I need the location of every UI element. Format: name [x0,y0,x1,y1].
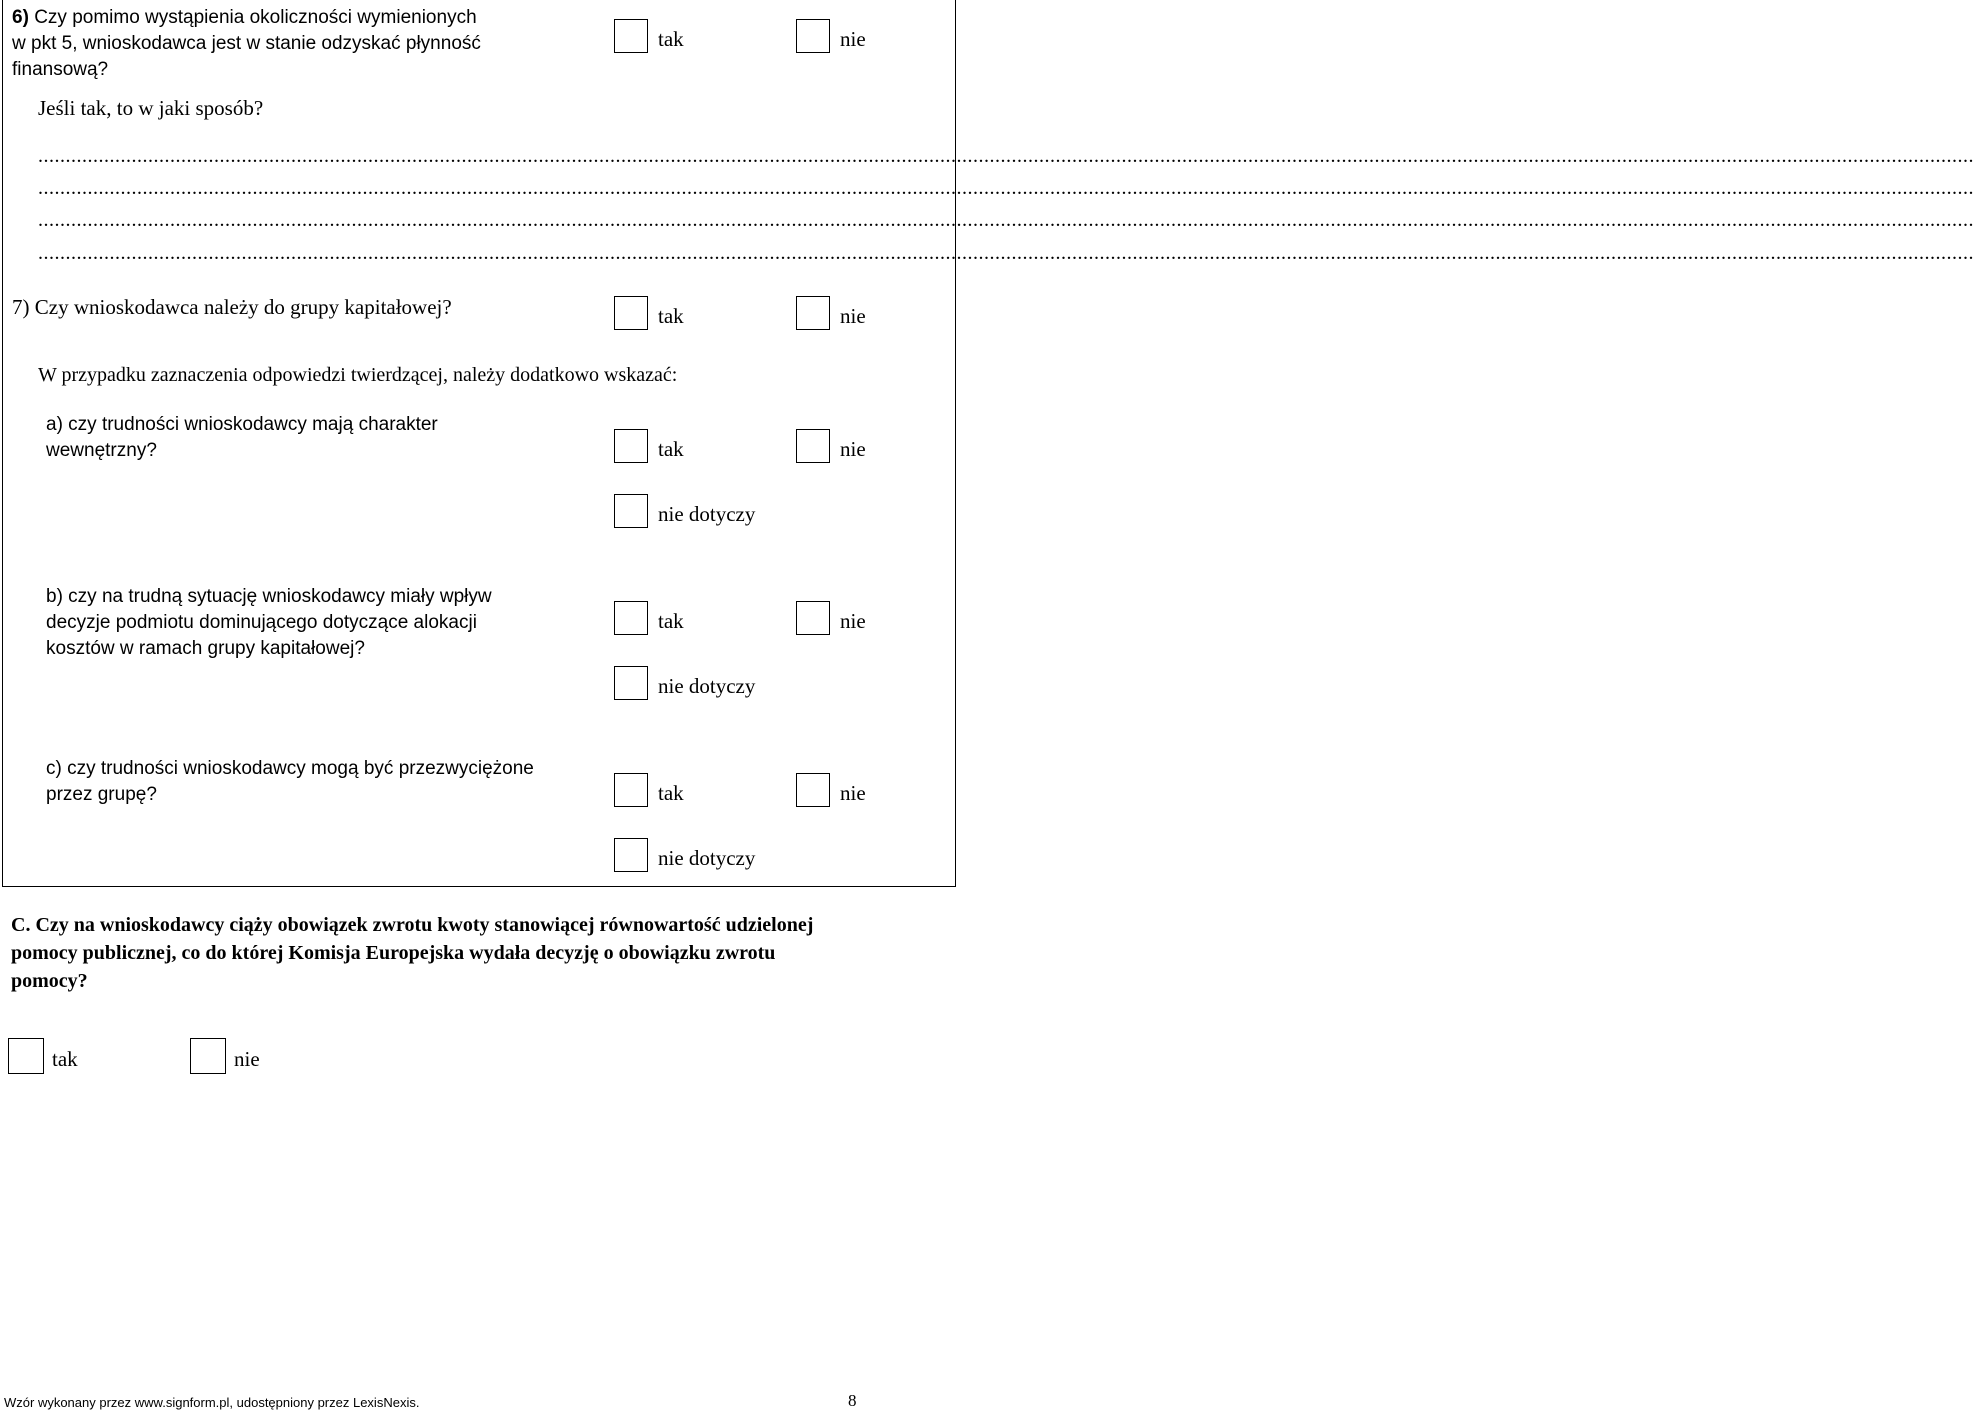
q7c-nie-label: nie [840,781,866,805]
q7a-line2: wewnętrzny? [46,440,157,461]
section-c-line2: pomocy publicznej, co do której Komisja Europejska wydała decyzję o obowiązku zwrotu [11,942,776,964]
q7-tak-checkbox[interactable] [614,296,648,330]
q7b-line1: b) czy na trudną sytuację wnioskodawcy miały wpływ [46,586,492,607]
q6-tak-label: tak [658,27,684,51]
section-c-nie-checkbox[interactable] [190,1038,226,1074]
q7c-nie-dotyczy-checkbox[interactable] [614,838,648,872]
section-c-line3: pomocy? [11,970,88,992]
q7c-tak-label: tak [658,781,684,805]
q7-instruction: W przypadku zaznaczenia odpowiedzi twierdzącej, należy dodatkowo wskazać: [38,364,678,386]
q7b-tak-label: tak [658,609,684,633]
q6-number: 6) [12,7,29,28]
q7c-text [46,756,606,808]
q6-answer-line-2[interactable]: ................................................................................................................................................................................................................................................................................................................................................................ [38,177,1974,199]
q7a-line1: a) czy trudności wnioskodawcy mają charakter [46,414,438,435]
q6-line1: Czy pomimo wystąpienia okoliczności wymienionych [34,7,477,28]
q7b-nie-checkbox[interactable] [796,601,830,635]
q7b-nie-dotyczy-label: nie dotyczy [658,674,756,698]
section-c-nie-label: nie [234,1047,260,1071]
q6-answer-line-1[interactable]: ................................................................................................................................................................................................................................................................................................................................................................ [38,145,1974,167]
q7-nie-label: nie [840,304,866,328]
q7c-line1: c) czy trudności wnioskodawcy mogą być przezwyciężone [46,758,534,779]
q7b-nie-label: nie [840,609,866,633]
q6-answer-line-3[interactable]: ................................................................................................................................................................................................................................................................................................................................................................ [38,209,1974,231]
q7a-nie-checkbox[interactable] [796,429,830,463]
q7c-nie-dotyczy-label: nie dotyczy [658,846,756,870]
section-c-line1: C. Czy na wnioskodawcy ciąży obowiązek zwrotu kwoty stanowiącej równowartość udzielonej [11,914,814,936]
q7c-tak-checkbox[interactable] [614,773,648,807]
q7c-nie-checkbox[interactable] [796,773,830,807]
q7a-text [46,412,606,464]
section-c-tak-label: tak [52,1047,78,1071]
q7a-nie-dotyczy-checkbox[interactable] [614,494,648,528]
q7b-tak-checkbox[interactable] [614,601,648,635]
q7b-line2: decyzje podmiotu dominującego dotyczące alokacji [46,612,477,633]
q6-tak-checkbox[interactable] [614,19,648,53]
section-c-question [11,911,951,995]
q7b-nie-dotyczy-checkbox[interactable] [614,666,648,700]
q7a-tak-label: tak [658,437,684,461]
q7a-nie-dotyczy-label: nie dotyczy [658,502,756,526]
q7-tak-label: tak [658,304,684,328]
q7-text: 7) Czy wnioskodawca należy do grupy kapitałowej? [12,295,452,319]
q6-line3: finansową? [12,59,109,80]
q7b-text [46,584,606,662]
q6-nie-label: nie [840,27,866,51]
q6-line2: w pkt 5, wnioskodawca jest w stanie odzyskać płynność [12,33,481,54]
q7c-line2: przez grupę? [46,784,157,805]
q6-nie-checkbox[interactable] [796,19,830,53]
q7a-tak-checkbox[interactable] [614,429,648,463]
section-c-tak-checkbox[interactable] [8,1038,44,1074]
q7a-nie-label: nie [840,437,866,461]
page-number: 8 [848,1391,857,1410]
q6-text [12,5,592,83]
q7b-line3: kosztów w ramach grupy kapitałowej? [46,638,365,659]
footer-text: Wzór wykonany przez www.signform.pl, udostępniony przez LexisNexis. [4,1395,420,1410]
q6-answer-line-4[interactable]: ................................................................................................................................................................................................................................................................................................................................................................ [38,242,1974,264]
q7-nie-checkbox[interactable] [796,296,830,330]
q6-followup: Jeśli tak, to w jaki sposób? [38,96,264,120]
